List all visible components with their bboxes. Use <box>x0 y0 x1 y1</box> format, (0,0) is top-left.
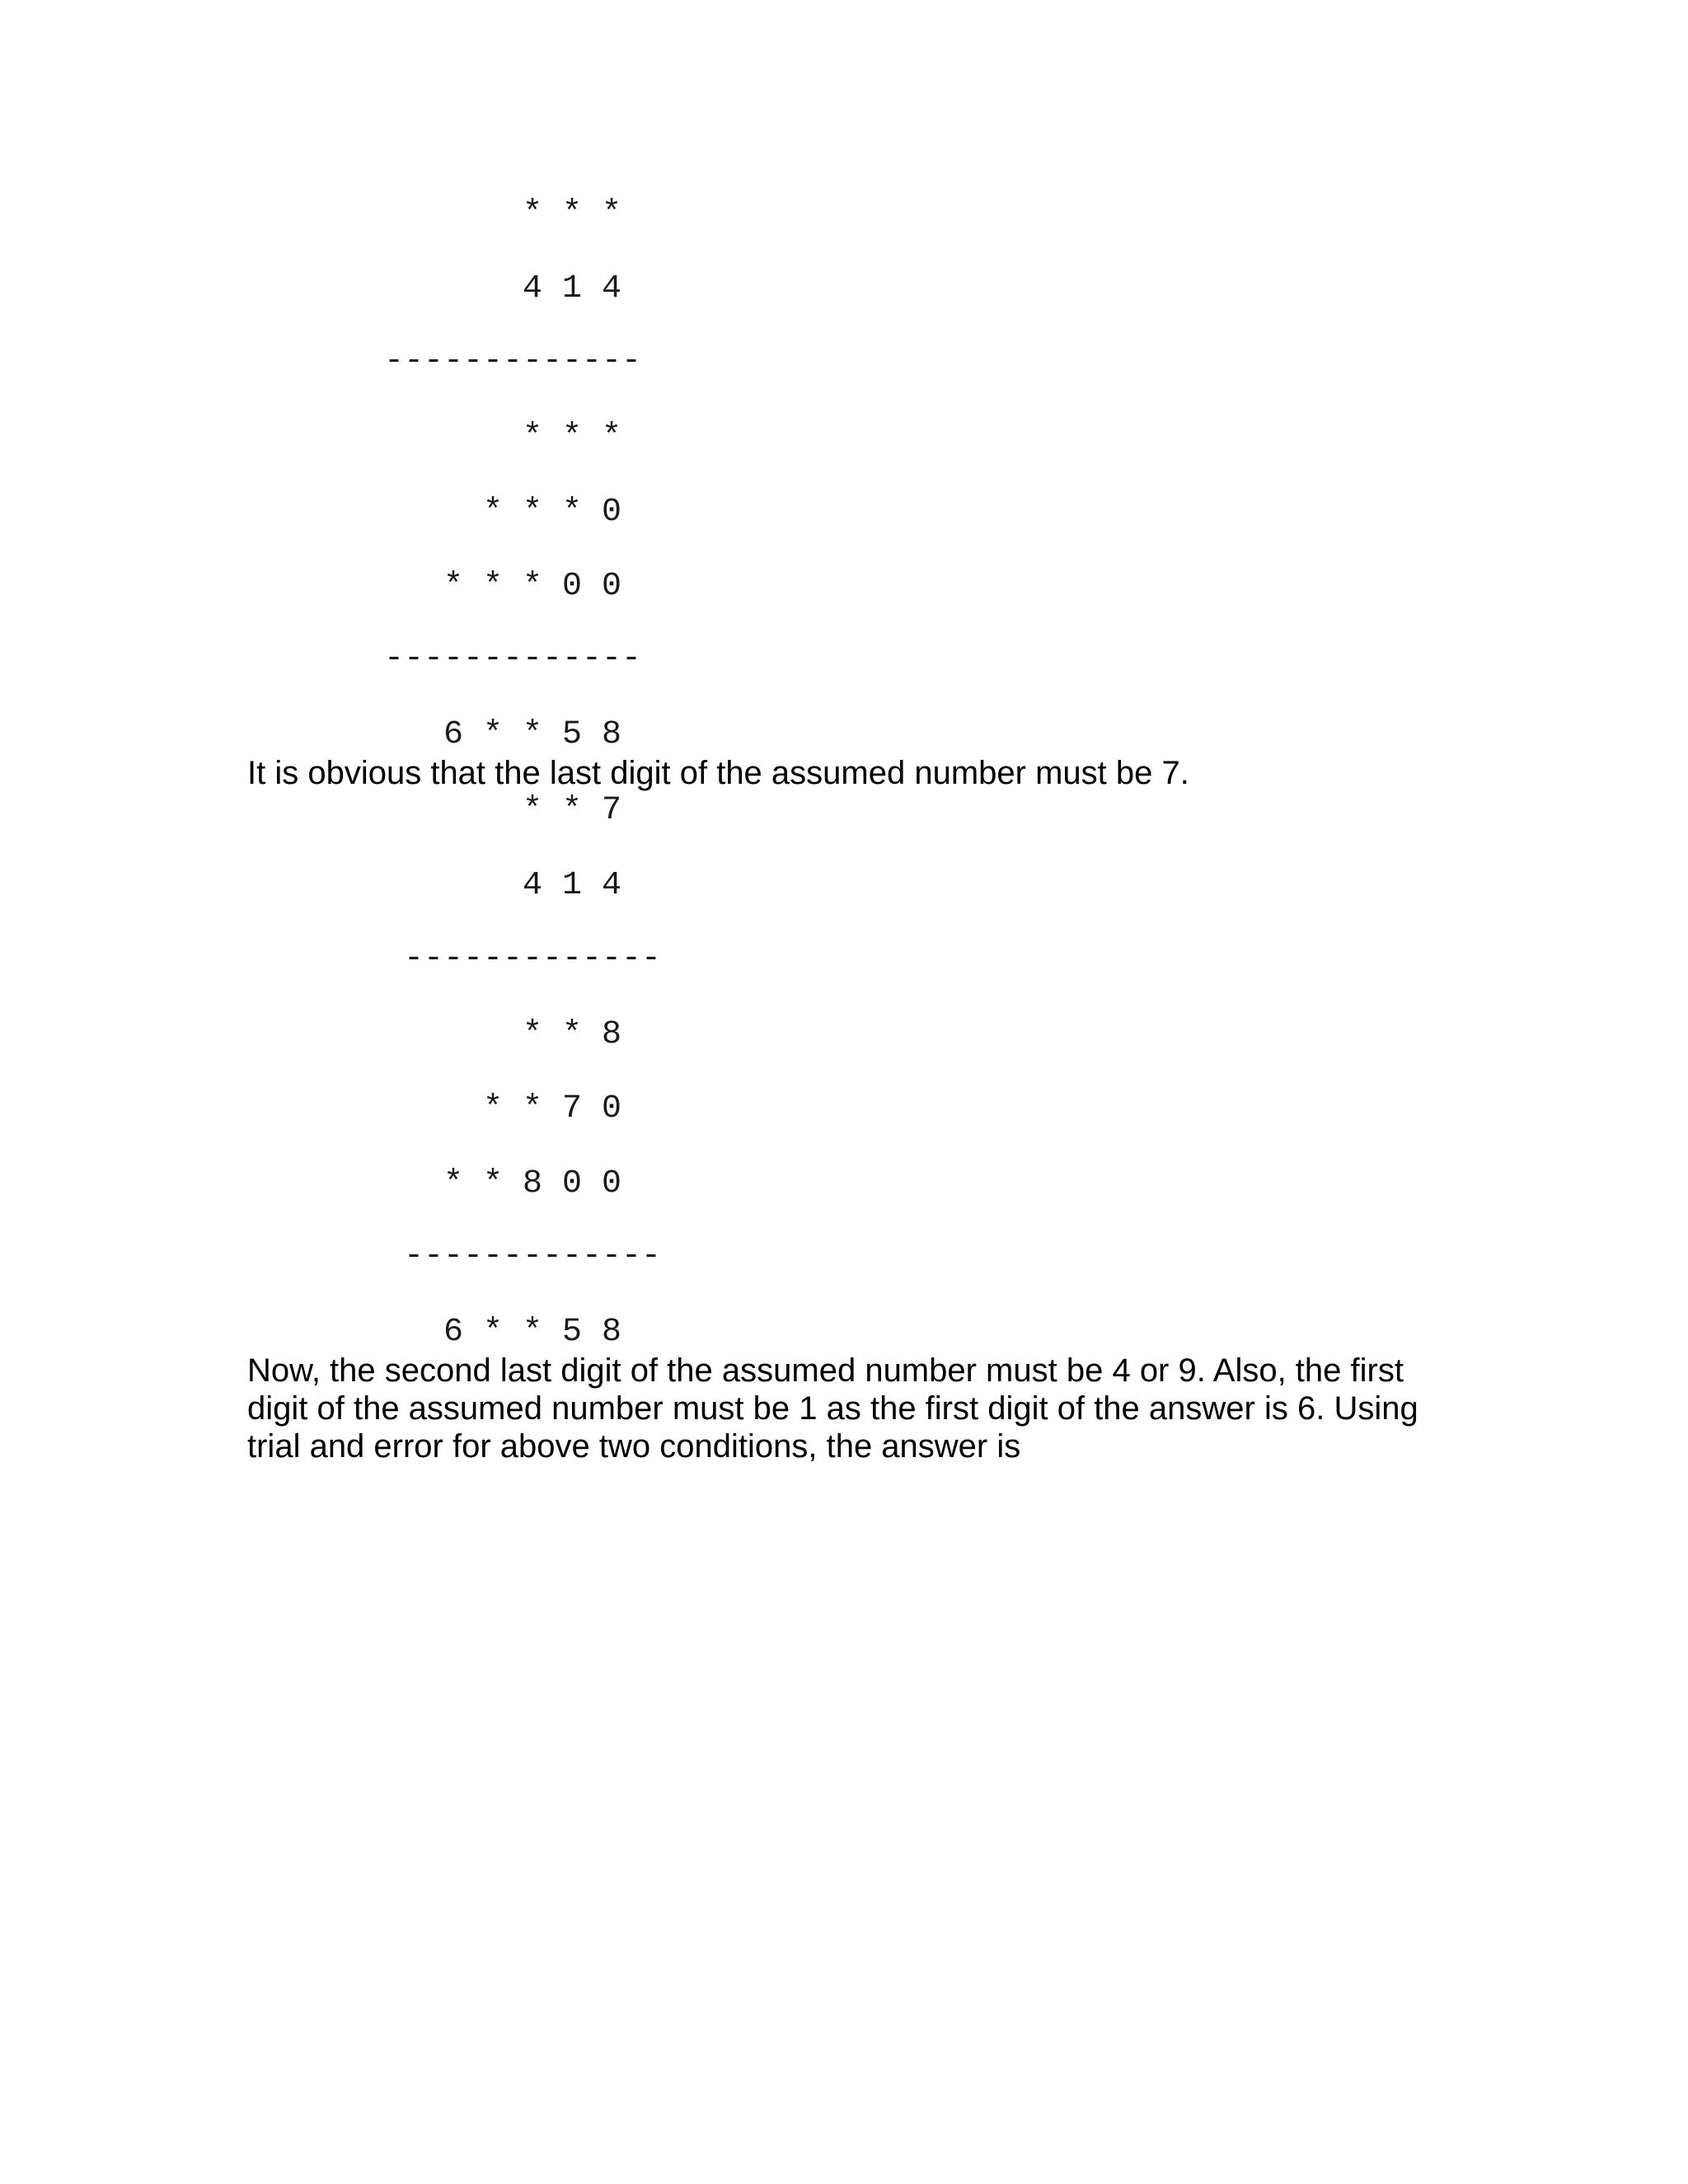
separator-line: ------------- <box>404 1238 662 1275</box>
separator-line: ------------- <box>384 640 642 677</box>
partial-product-row-1: * * * <box>523 419 622 456</box>
partial-product-row-3: * * * 0 0 <box>443 568 622 605</box>
product-row: 6 * * 5 8 <box>443 716 622 753</box>
explanation-paragraph-1: It is obvious that the last digit of the assumed number must be 7. <box>247 755 1189 791</box>
multiplier-row: 4 1 4 <box>523 867 622 904</box>
partial-product-row-2: * * * 0 <box>483 494 622 531</box>
separator-line: ------------- <box>384 343 642 380</box>
explanation-line: Now, the second last digit of the assumed number must be 4 or 9. Also, the first <box>247 1352 1404 1389</box>
explanation-line: digit of the assumed number must be 1 as the first digit of the answer is 6. Using <box>247 1390 1418 1427</box>
separator-line: ------------- <box>404 940 662 977</box>
product-row: 6 * * 5 8 <box>443 1314 622 1351</box>
partial-product-row-1: * * 8 <box>523 1016 622 1053</box>
multiplicand-row: * * * <box>523 195 622 232</box>
explanation-line: trial and error for above two conditions, the answer is <box>247 1428 1021 1465</box>
multiplier-row: 4 1 4 <box>523 270 622 307</box>
multiplicand-row: * * 7 <box>523 792 622 829</box>
partial-product-row-3: * * 8 0 0 <box>443 1165 622 1202</box>
partial-product-row-2: * * 7 0 <box>483 1090 622 1127</box>
